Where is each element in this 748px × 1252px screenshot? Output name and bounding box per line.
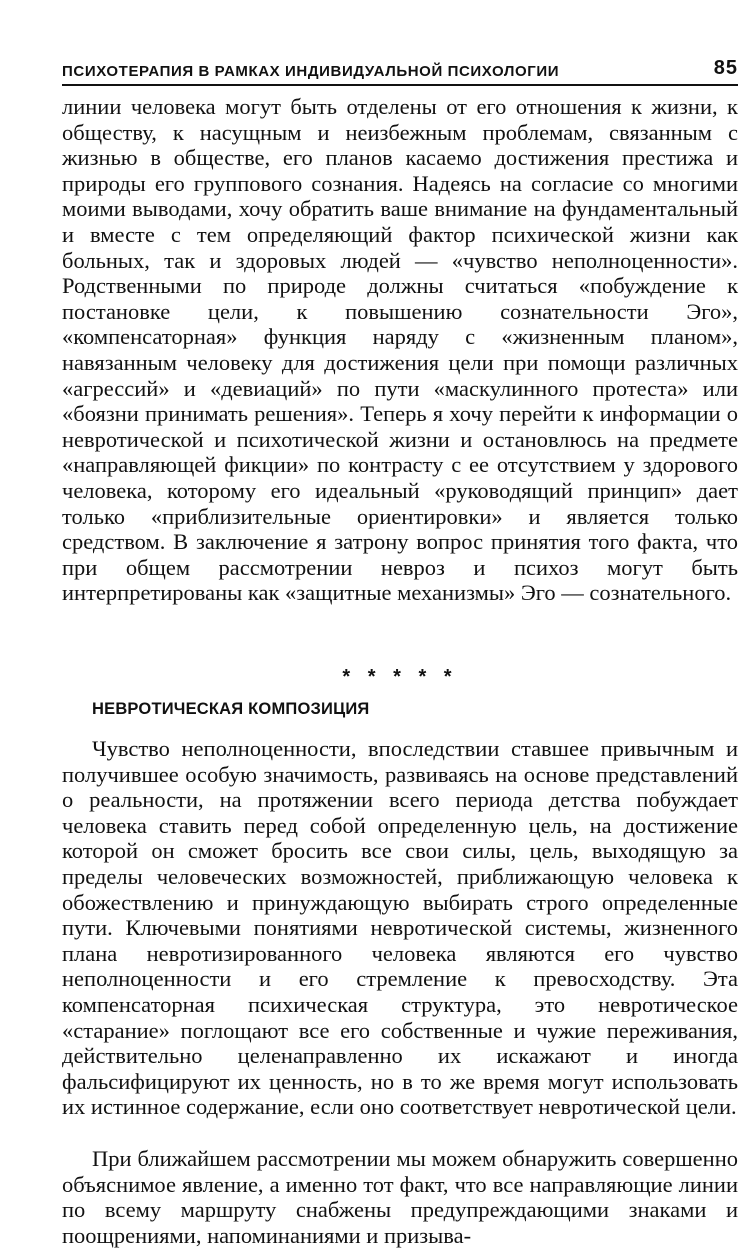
paragraph-text: линии человека могут быть отделены от его отношения к жизни, к обществу, к насущным и неизбежным проблемам, связанным с жизнью в обществе, его планов касаемо достижения престижа и природы его группового сознания. Надеясь на согласие со многими моими выводами, хочу обратить ваше внимание на фундаментальный и вместе с тем определяющий фактор психической жизни как больных, так и здоровых людей — «чувство неполноценности». Родственными по природе должны считаться «побуждение к постановке цели, к повышению сознательности Эго», «компенсаторная» функция наряду с «жизненным планом», навязанным человеку для достижения цели при помощи различных «агрессий» и «девиаций» по пути «маскулинного протеста» или «боязни принимать решения». Теперь я хочу перейти к информации о невротической и психотической жизни и остановлюсь на предмете «направляющей фикции» по контрасту с ее отсутствием у здорового человека, которому его идеальный «руководящий принцип» дает только «приблизительные ориентировки» и является только средством. В заключение я затрону вопрос принятия того факта, что при общем рассмотрении невроз и психоз могут быть интерпретированы как «защитные механизмы» Эго — сознательного. bbox=[62, 94, 738, 606]
paragraph-text: Чувство неполноценности, впоследствии ставшее привычным и получившее особую значимость, развиваясь на основе представлений о реальности, на протяжении всего периода детства побуждает человека ставить перед собой определенную цель, на достижение которой он сможет бросить все свои силы, цель, выходящую за пределы человеческих возможностей, приближающую человека к обожествлению и принуждающую выбирать строго определенные пути. Ключевыми понятиями невротической системы, жизненного плана невротизированного человека являются его чувство неполноценности и его стремление к превосходству. Эта компенсаторная психическая структура, это невротическое «старание» поглощают все его собственные и чужие переживания, действительно целенаправленно их искажают и иногда фальсифицируют их ценность, но в то же время могут использовать их истинное содержание, если оно соответствует невротической цели. bbox=[62, 736, 738, 1120]
running-head bbox=[62, 54, 738, 80]
paragraph bbox=[62, 1146, 738, 1252]
paragraph-text: При ближайшем рассмотрении мы можем обнаружить совершенно объяснимое явление, а именно тот факт, что все направляющие линии по всему маршруту снабжены предупреждающими знаками и поощрениями, напоминаниями и призыва- bbox=[62, 1146, 738, 1248]
header-rule bbox=[62, 84, 738, 86]
paragraph-continuation bbox=[62, 94, 738, 606]
section-heading: НЕВРОТИЧЕСКАЯ КОМПОЗИЦИЯ bbox=[92, 700, 370, 718]
section-separator: * * * * * bbox=[342, 666, 458, 688]
paragraph bbox=[62, 736, 738, 1120]
page-number: 85 bbox=[713, 57, 738, 79]
running-title: ПСИХОТЕРАПИЯ В РАМКАХ ИНДИВИДУАЛЬНОЙ ПСИХОЛОГИИ bbox=[62, 63, 560, 80]
